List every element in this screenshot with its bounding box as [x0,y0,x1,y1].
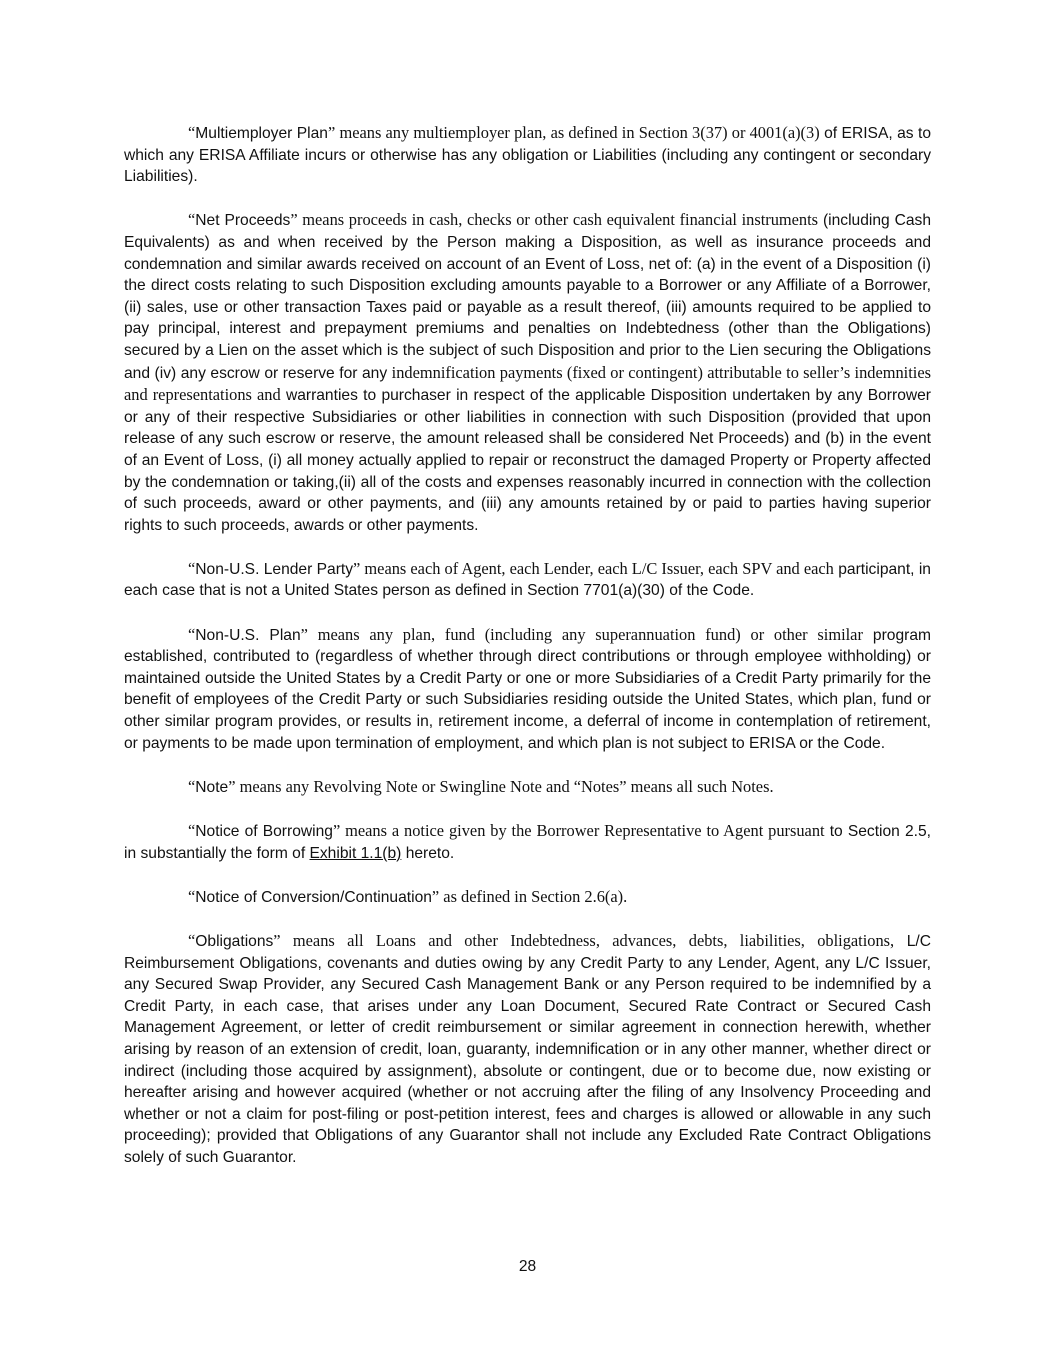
definition-body: program established, contributed to (regardless of whether through direct contributions or through employee withholding) or maintained outside the United States by a Credit Party or one or more Subsidiaries of a Credit Party primarily for the benefit of employees of the Credit Party or such Subsidiaries residing outside the United States, which plan, fund or other similar program provides, or results in, retirement income, a deferral of income in contemplation of retirement, or payments to be made upon termination of employment, and which plan is not subject to ERISA or the Code. [124,626,932,752]
defined-term: Net Proceeds [195,212,291,230]
defined-term: Non-U.S. Lender Party [195,560,354,578]
defined-term: Notice of Borrowing [195,823,333,840]
definition-body: (including Cash Equivalents) as and when received by the Person making a Disposition, as well as insurance proceeds and condemnation and similar awards received on account of an Event of Loss, net of: (a) in the event of a Disposition (i) the direct costs relating to such Disposition excluding amounts payable to a Borrower or any Affiliate of a Borrower, (ii) sales, use or other transaction Taxes paid or payable as a result thereof, (iii) amounts required to be applied to pay principal, interest and prepayment premiums and penalties on Indebtedness (other than the Obligations) secured by a Lien on the asset which is the subject of such Disposition and prior to the Lien securing the Obligations and (iv) any escrow or reserve for any [124,212,931,382]
definition-lead: as defined in Section 2.6(a). [439,886,628,906]
definition-body: participant, in each case that is not a United States person as defined in Section 7701(a)(30) of the Code. [124,560,931,600]
definition-lead: means any Revolving Note or Swingline Note and “Notes” means all such Notes. [235,776,774,796]
definition-body-tail: warranties to purchaser in respect of the applicable Disposition undertaken by any Borrower or any of their respective Subsidiaries or other liabilities in connection with such Disposition (provided that upon release of any such escrow or reserve, the amount released shall be considered Net Proceeds) and (b) in the event of an Event of Loss, (i) all money actually applied to repair or reconstruct the damaged Property or Property affected by the condemnation or taking,(ii) all of the costs and expenses reasonably incurred in connection with the collection of such proceeds, award or other payments, and (iii) any amounts retained by or paid to parties having superior rights to such proceeds, awards or other payments. [124,387,931,534]
definition-lead: means any plan, fund (including any superannuation fund) or other similar [307,624,863,644]
defined-term: Obligations [195,932,274,950]
definition-lead: means proceeds in cash, checks or other cash equivalent financial instruments [297,210,819,230]
definition-lead: means all Loans and other Indebtedness, advances, debts, liabilities, obligations, [280,930,895,950]
definition-body: of ERISA, as to which any ERISA Affiliate incurs or otherwise has any obligation or Liabilities (including any contingent or secondary Liabilities). [124,125,931,186]
document-page [124,122,931,1190]
definition-obligations: “Obligations” means all Loans and other Indebtedness, advances, debts, liabilities, obligations, L/C Reimbursement Obligations, covenants and duties owing by any Credit Party to any Lender, Agent, any L/C Issuer, any Secured Swap Provider, any Secured Cash Management Bank or any Person required to be indemnified by a Credit Party, in each case, that arises under any Loan Document, Secured Rate Contract or Secured Cash Management Agreement, or letter of credit reimbursement or similar agreement in connection herewith, whether arising by reason of an extension of credit, loan, guaranty, indemnification or in any other manner, whether direct or indirect (including those acquired by assignment), absolute or contingent, due or to become due, now existing or hereafter arising and however acquired (whether or not accruing after the filing of any Insolvency Proceeding and whether or not a claim for post-filing or post-petition interest, fees and charges is allowed or allowable in any such proceeding); provided that Obligations of any Guarantor shall not include any Excluded Rate Contract Obligations solely of such Guarantor. [124,930,931,1166]
definition-non-us-plan: “Non-U.S. Plan” means any plan, fund (including any superannuation fund) or other similar program established, contributed to (regardless of whether through direct contributions or through employee withholding) or maintained outside the United States by a Credit Party or one or more Subsidiaries of a Credit Party primarily for the benefit of employees of the Credit Party or such Subsidiaries residing outside the United States, which plan, fund or other similar program provides, or results in, retirement income, a deferral of income in contemplation of retirement, or payments to be made upon termination of employment, and which plan is not subject to ERISA or the Code. [124,624,932,752]
definition-note: “Note” means any Revolving Note or Swingline Note and “Notes” means all such Notes. [188,776,774,796]
definition-multiemployer-plan: “Multiemployer Plan” means any multiemployer plan, as defined in Section 3(37) or 4001(a)(3) of ERISA, as to which any ERISA Affiliate incurs or otherwise has any obligation or Liabilities (including any contingent or secondary Liabilities). [124,123,931,186]
definition-lead: means each of Agent, each Lender, each L/C Issuer, each SPV and each [360,558,834,578]
exhibit-link[interactable]: Exhibit 1.1(b) [309,844,402,862]
page-number: 28 [518,1258,537,1275]
definition-body-serif: indemnification payments (fixed or contingent) attributable to seller’s indemnities and representations and [124,362,931,405]
definition-body: to Section 2.5, in substantially the form of [124,823,931,862]
defined-term: Notice of Conversion/Continuation [195,888,432,906]
definition-lead: means a notice given by the Borrower Representative to Agent pursuant [340,821,825,840]
definition-body-tail: hereto. [401,844,455,862]
defined-term: Multiemployer Plan [195,125,328,142]
defined-term: Non-U.S. Plan [195,626,301,644]
defined-term: Note [195,778,229,796]
definition-notice-of-conversion: “Notice of Conversion/Continuation” as defined in Section 2.6(a). [188,886,628,906]
definition-net-proceeds: “Net Proceeds” means proceeds in cash, checks or other cash equivalent financial instruments (including Cash Equivalents) as and when received by the Person making a Disposition, as well as insurance proceeds and condemnation and similar awards received on account of an Event of Loss, net of: (a) in the event of a Disposition (i) the direct costs relating to such Disposition excluding amounts payable to a Borrower or any Affiliate of a Borrower, (ii) sales, use or other transaction Taxes paid or payable as a result thereof, (iii) amounts required to be applied to pay principal, interest and prepayment premiums and penalties on Indebtedness (other than the Obligations) secured by a Lien on the asset which is the subject of such Disposition and prior to the Lien securing the Obligations and (iv) any escrow or reserve for any indemnification payments (fixed or contingent) attributable to seller’s indemnities and representations and warranties to purchaser in respect of the applicable Disposition undertaken by any Borrower or any of their respective Subsidiaries or other liabilities in connection with such Disposition (provided that upon release of any such escrow or reserve, the amount released shall be considered Net Proceeds) and (b) in the event of an Event of Loss, (i) all money actually applied to repair or reconstruct the damaged Property or Property affected by the condemnation or taking,(ii) all of the costs and expenses reasonably incurred in connection with the collection of such proceeds, award or other payments, and (iii) any amounts retained by or paid to parties having superior rights to such proceeds, awards or other payments. [124,210,931,534]
definition-lead: means any multiemployer plan, as defined in Section 3(37) or 4001(a)(3) [335,123,820,142]
definition-body: L/C Reimbursement Obligations, covenants and duties owing by any Credit Party to any Lender, Agent, any L/C Issuer, any Secured Swap Provider, any Secured Cash Management Bank or any Person required to be indemnified by a Credit Party, in each case, that arises under any Loan Document, Secured Rate Contract or Secured Cash Management Agreement, or letter of credit reimbursement or similar agreement in connection herewith, whether arising by reason of an extension of credit, loan, guaranty, indemnification or in any other manner, whether direct or indirect (including those acquired by assignment), absolute or contingent, due or to become due, now existing or hereafter arising and however acquired (whether or not accruing after the filing of any Insolvency Proceeding and whether or not a claim for post-filing or post-petition interest, fees and charges is allowed or allowable in any such proceeding); provided that Obligations of any Guarantor shall not include any Excluded Rate Contract Obligations solely of such Guarantor. [124,932,931,1166]
definition-non-us-lender-party: “Non-U.S. Lender Party” means each of Agent, each Lender, each L/C Issuer, each SPV and each participant, in each case that is not a United States person as defined in Section 7701(a)(30) of the Code. [124,558,931,600]
definition-notice-of-borrowing: “Notice of Borrowing” means a notice given by the Borrower Representative to Agent pursuant to Section 2.5, in substantially the form of Exhibit 1.1(b) hereto. [124,821,931,862]
